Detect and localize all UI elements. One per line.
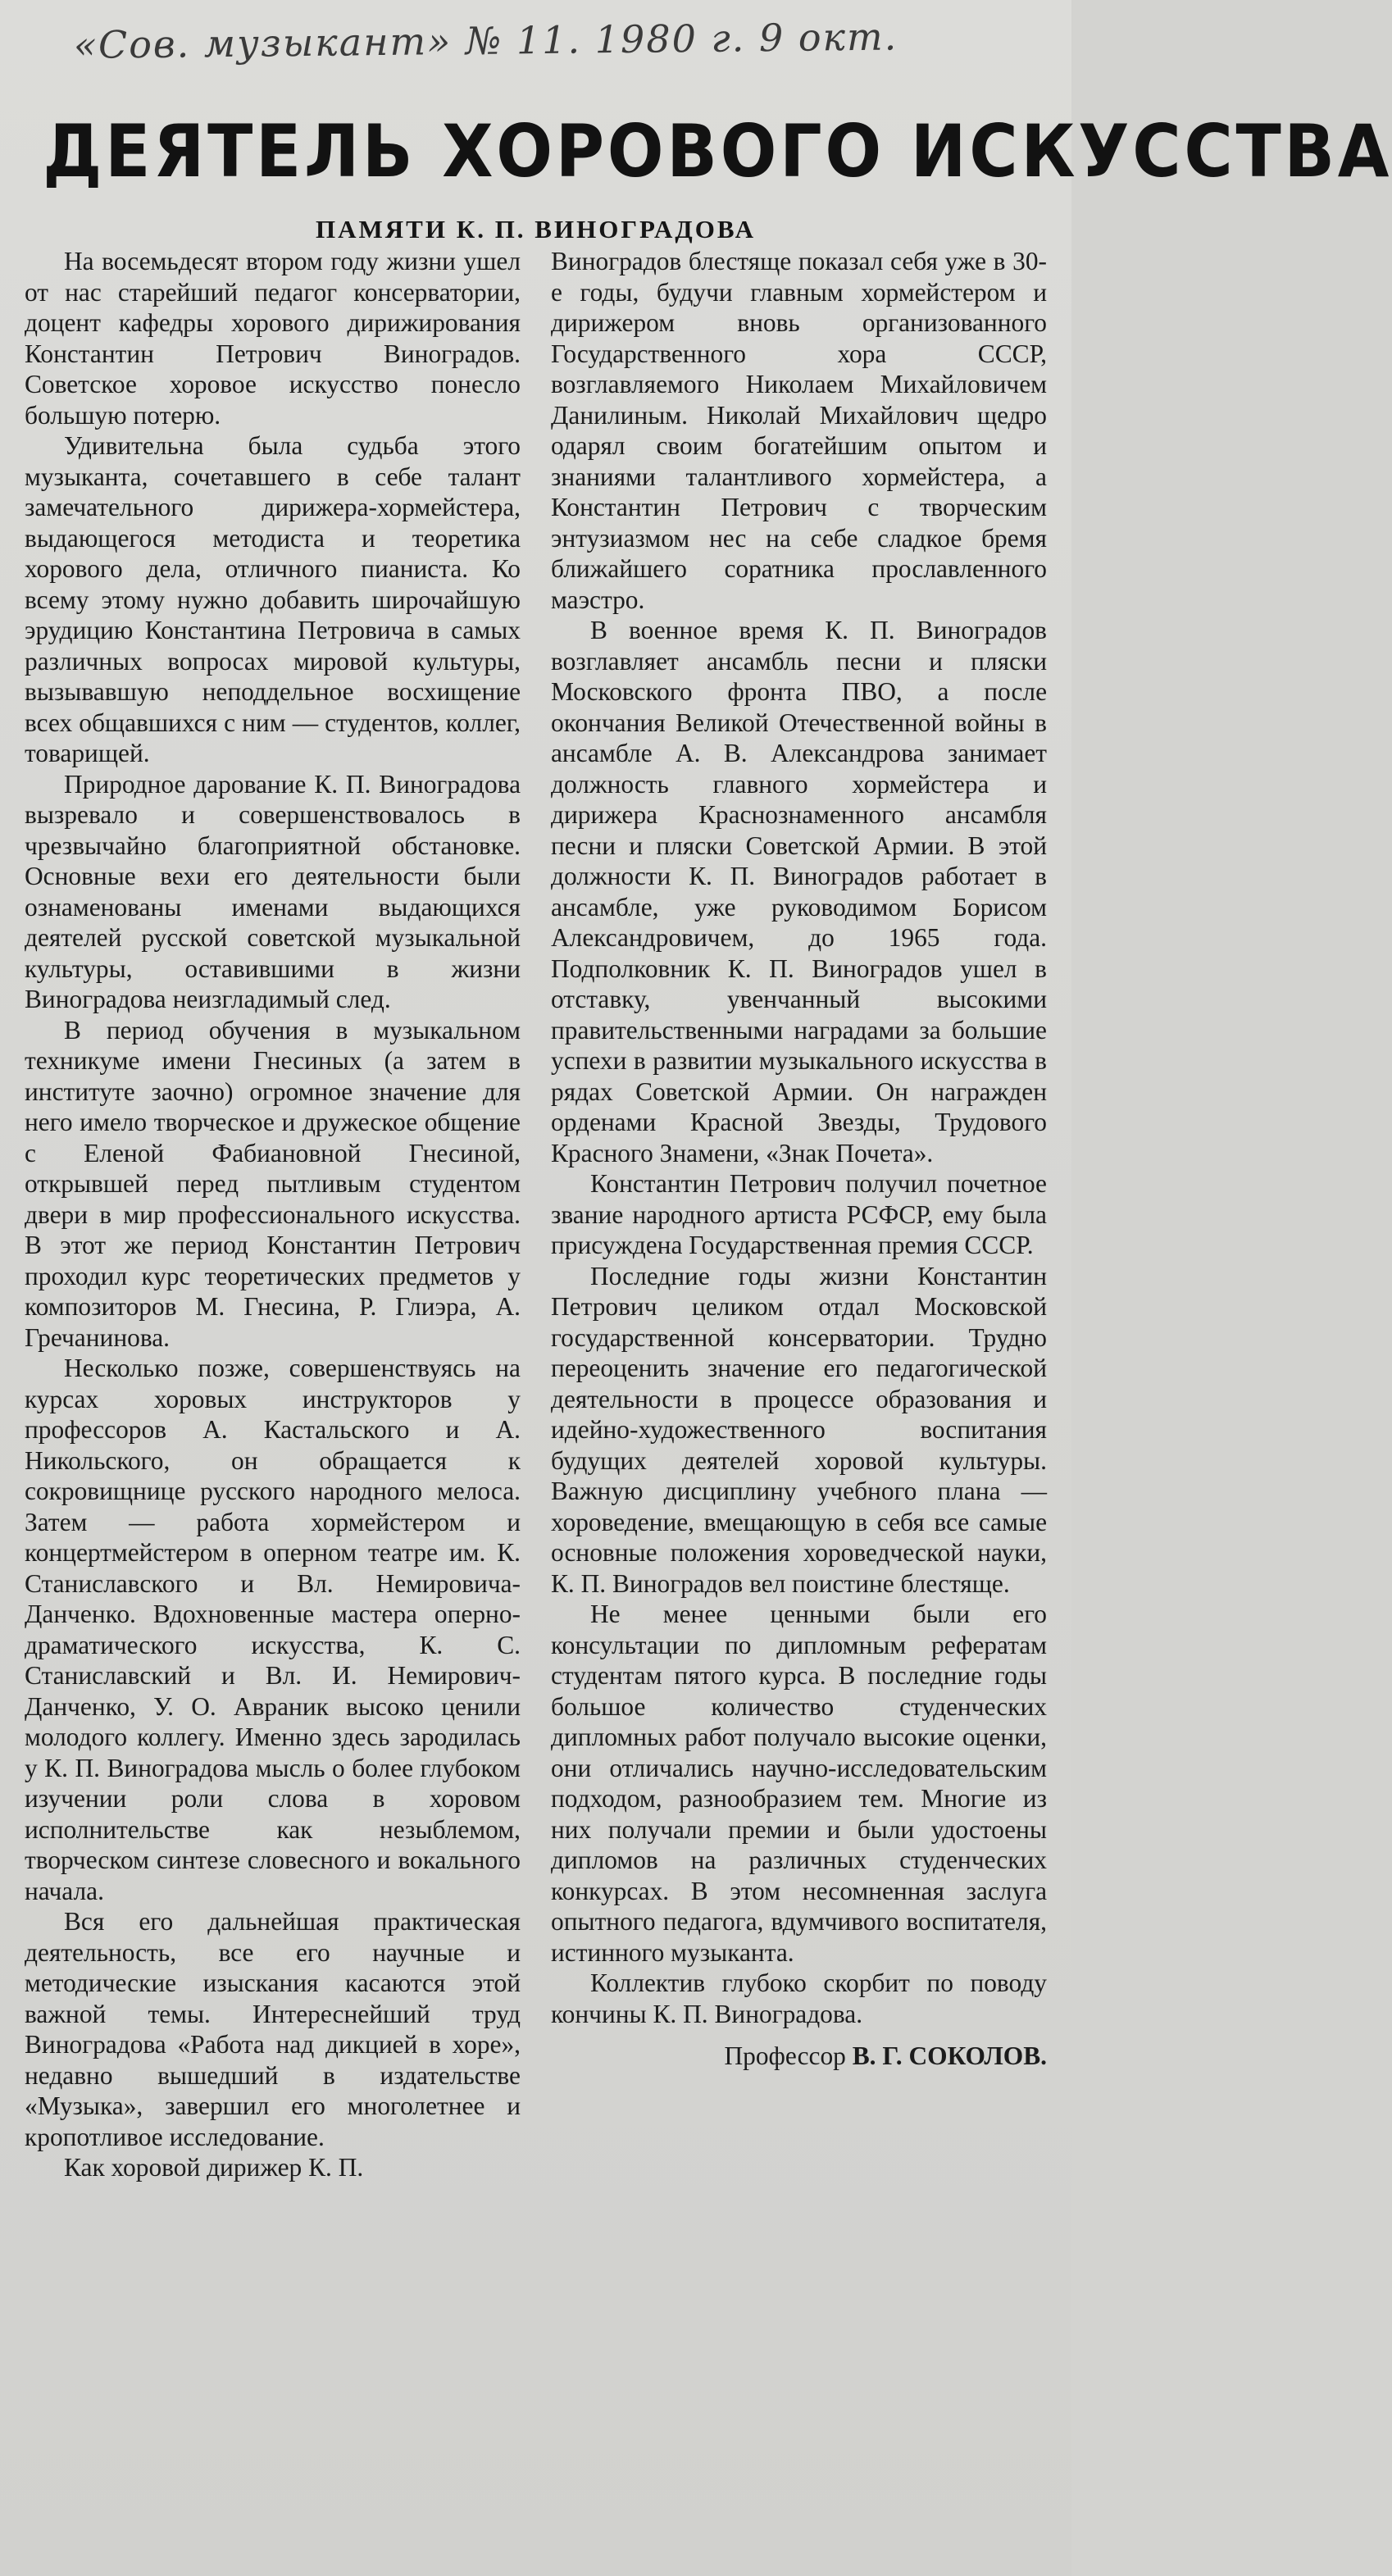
handwritten-source-annotation: «Сов. музыкант» № 11. 1980 г. 9 окт.: [73, 14, 898, 67]
paragraph: Природное дарование К. П. Виноградова вызревало и совершенствовалось в чрезвычайно благоприятной обстановке. Основные вехи его деятельности были ознаменованы именами выдающихся деятелей русской советской музыкальной культуры, оставившими в жизни Виноградова неизгладимый след.: [25, 769, 521, 1013]
author-name: В. Г. СОКОЛОВ.: [852, 2041, 1047, 2070]
paragraph: В военное время К. П. Виноградов возглавляет ансамбль песни и пляски Московского фронта ПВО, а после окончания Великой Отечественной войны в ансамбле А. В. Александрова занимает должность главного хормейстера и дирижера Краснознаменного ансамбля песни и пляски Советской Армии. В этой должности К. П. Виноградов работает в ансамбле, уже руководимом Борисом Александровичем, до 1965 года. Подполковник К. П. Виноградов ушел в отставку, увенчанный высокими правительственными наградами за большие успехи в развитии музыкального искусства в рядах Советской Армии. Он награжден орденами Красной Звезды, Трудового Красного Знамени, «Знак Почета».: [551, 616, 1047, 1167]
headline: ДЕЯТЕЛЬ ХОРОВОГО ИСКУССТВА: [43, 109, 1392, 193]
subtitle: ПАМЯТИ К. П. ВИНОГРАДОВА: [316, 215, 756, 243]
right-column: [551, 246, 1047, 2072]
paragraph: Последние годы жизни Константин Петрович целиком отдал Московской государственной консерватории. Трудно переоценить значение его педагогической деятельности в процессе образования и идейно-художественного воспитания будущих деятелей хоровой культуры. Важную дисциплину учебного плана — хороведение, вмещающую в себя все самые основные положения хороведческой науки, К. П. Виноградов вел поистине блестяще.: [551, 1261, 1047, 1598]
paragraph: Константин Петрович получил почетное звание народного артиста РСФСР, ему была присуждена Государственная премия СССР.: [551, 1169, 1047, 1259]
paragraph: Не менее ценными были его консультации по дипломным рефератам студентам пятого курса. В последние годы большое количество студенческих дипломных работ получало высокие оценки, они отличались научно-исследовательским подходом, разнообразием тем. Многие из них получали премии и были удостоены дипломов на различных студенческих конкурсах. В этом несомненная заслуга опытного педагога, вдумчивого воспитателя, истинного музыканта.: [551, 1600, 1047, 1967]
paragraph: Вся его дальнейшая практическая деятельность, все его научные и методические изыскания касаются этой важной темы. Интереснейший труд Виноградова «Работа над дикцией в хоре», недавно вышедший в издательстве «Музыка», завершил его многолетнее и кропотливое исследование.: [25, 1907, 521, 2151]
author-title: Профессор: [724, 2041, 846, 2070]
paragraph-continued: Виноградов блестяще показал себя уже в 30-е годы, будучи главным хормейстером и дирижером вновь организованного Государственного хора СССР, возглавляемого Николаем Михайловичем Данилиным. Николай Михайлович щедро одарял своим богатейшим опытом и знаниями талантливого хормейстера, а Константин Петрович с творческим энтузиазмом нес на себе сладкое бремя ближайшего соратника прославленного маэстро.: [551, 247, 1047, 614]
paragraph: Коллектив глубоко скорбит по поводу кончины К. П. Виноградова.: [551, 1968, 1047, 2028]
paragraph: Удивительна была судьба этого музыканта, сочетавшего в себе талант замечательного дирижера-хормейстера, выдающегося методиста и теоретика хорового дела, отличного пианиста. Ко всему этому нужно добавить широчайшую эрудицию Константина Петровича в самых различных вопросах мировой культуры, вызывавшую неподдельное восхищение всех общавшихся с ним — студентов, коллег, товарищей.: [25, 431, 521, 767]
paragraph: Несколько позже, совершенствуясь на курсах хоровых инструкторов у профессоров А. Кастальского и А. Никольского, он обращается к сокровищнице русского народного мелоса. Затем — работа хормейстером и концертмейстером в оперном театре им. К. Станиславского и Вл. Немировича-Данченко. Вдохновенные мастера оперно-драматического искусства, К. С. Станиславский и Вл. И. Немирович-Данченко, У. О. Авраник высоко ценили молодого коллегу. Именно здесь зародилась у К. П. Виноградова мысль о более глубоком изучении роли слова в хоровом исполнительстве как незыблемом, творческом синтезе словесного и вокального начала.: [25, 1354, 521, 1905]
left-column: [25, 246, 521, 2183]
paragraph: На восемьдесят втором году жизни ушел от нас старейший педагог консерватории, доцент кафедры хорового дирижирования Константин Петрович Виноградов. Советское хоровое искусство понесло большую потерю.: [25, 247, 521, 430]
paragraph: Как хоровой дирижер К. П.: [64, 2153, 364, 2182]
author-signature: [551, 2041, 1047, 2072]
paragraph: В период обучения в музыкальном техникуме имени Гнесиных (а затем в институте заочно) огромное значение для него имело творческое и дружеское общение с Еленой Фабиановной Гнесиной, открывшей перед пытливым студентом двери в мир профессионального искусства. В этот же период Константин Петрович проходил курс теоретических предметов у композиторов М. Гнесина, Р. Глиэра, А. Гречанинова.: [25, 1015, 521, 1352]
